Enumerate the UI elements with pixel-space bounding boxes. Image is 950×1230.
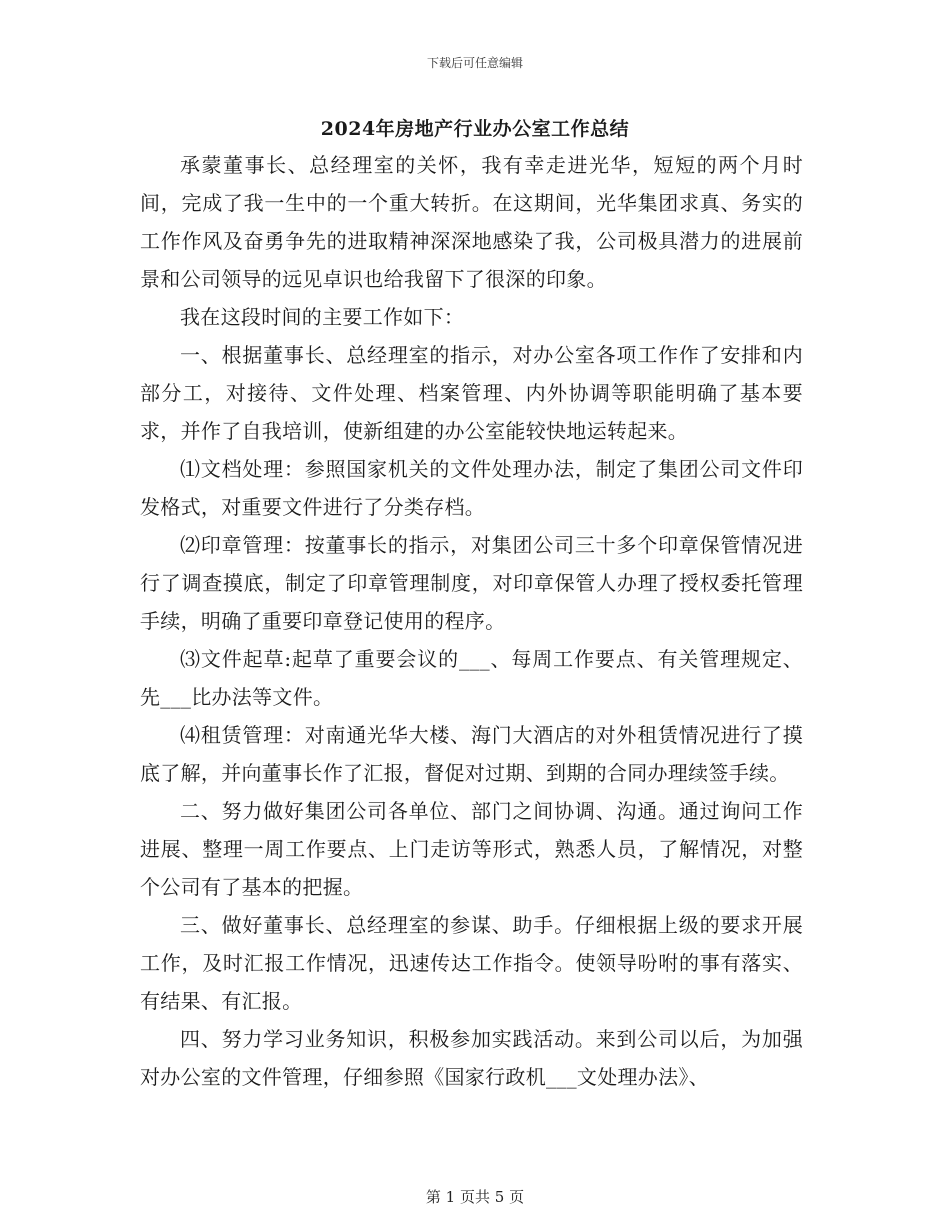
paragraph-item-2: ⑵印章管理：按董事长的指示，对集团公司三十多个印章保管情况进行了调查摸底，制定了印章管理制度，对印章保管人办理了授权委托管理手续，明确了重要印章登记使用的程序。: [140, 533, 803, 633]
paragraph-section-1: 一、根据董事长、总经理室的指示，对办公室各项工作作了安排和内部分工，对接待、文件处理、档案管理、内外协调等职能明确了基本要求，并作了自我培训，使新组建的办公室能较快地运转起来。: [140, 343, 803, 443]
document-title: 2024年房地产行业办公室工作总结: [320, 118, 630, 140]
paragraph-main-work: 我在这段时间的主要工作如下：: [180, 305, 465, 329]
paragraph-item-1: ⑴文档处理：参照国家机关的文件处理办法，制定了集团公司文件印发格式，对重要文件进行了分类存档。: [140, 457, 803, 519]
page-number: 第 1 页共 5 页: [425, 1188, 525, 1206]
paragraph-section-3: 三、做好董事长、总经理室的参谋、助手。仔细根据上级的要求开展工作，及时汇报工作情况，迅速传达工作指令。使领导吩咐的事有落实、有结果、有汇报。: [140, 913, 803, 1013]
paragraph-item-4: ⑷租赁管理：对南通光华大楼、海门大酒店的对外租赁情况进行了摸底了解，并向董事长作了汇报，督促对过期、到期的合同办理续签手续。: [140, 723, 803, 785]
header-note: 下载后可任意编辑: [426, 56, 523, 70]
paragraph-intro: 承蒙董事长、总经理室的关怀，我有幸走进光华，短短的两个月时间，完成了我一生中的一个重大转折。在这期间，光华集团求真、务实的工作作风及奋勇争先的进取精神深深地感染了我，公司极具潜力的进展前景和公司领导的远见卓识也给我留下了很深的印象。: [140, 153, 803, 291]
document-body: [140, 146, 803, 1096]
paragraph-item-3: ⑶文件起草:起草了重要会议的___、每周工作要点、有关管理规定、先___比办法等文件。: [140, 647, 803, 709]
paragraph-section-4: 四、努力学习业务知识，积极参加实践活动。来到公司以后，为加强对办公室的文件管理，仔细参照《国家行政机___文处理办法》、: [140, 1027, 803, 1089]
paragraph-section-2: 二、努力做好集团公司各单位、部门之间协调、沟通。通过询问工作进展、整理一周工作要点、上门走访等形式，熟悉人员，了解情况，对整个公司有了基本的把握。: [140, 799, 803, 899]
